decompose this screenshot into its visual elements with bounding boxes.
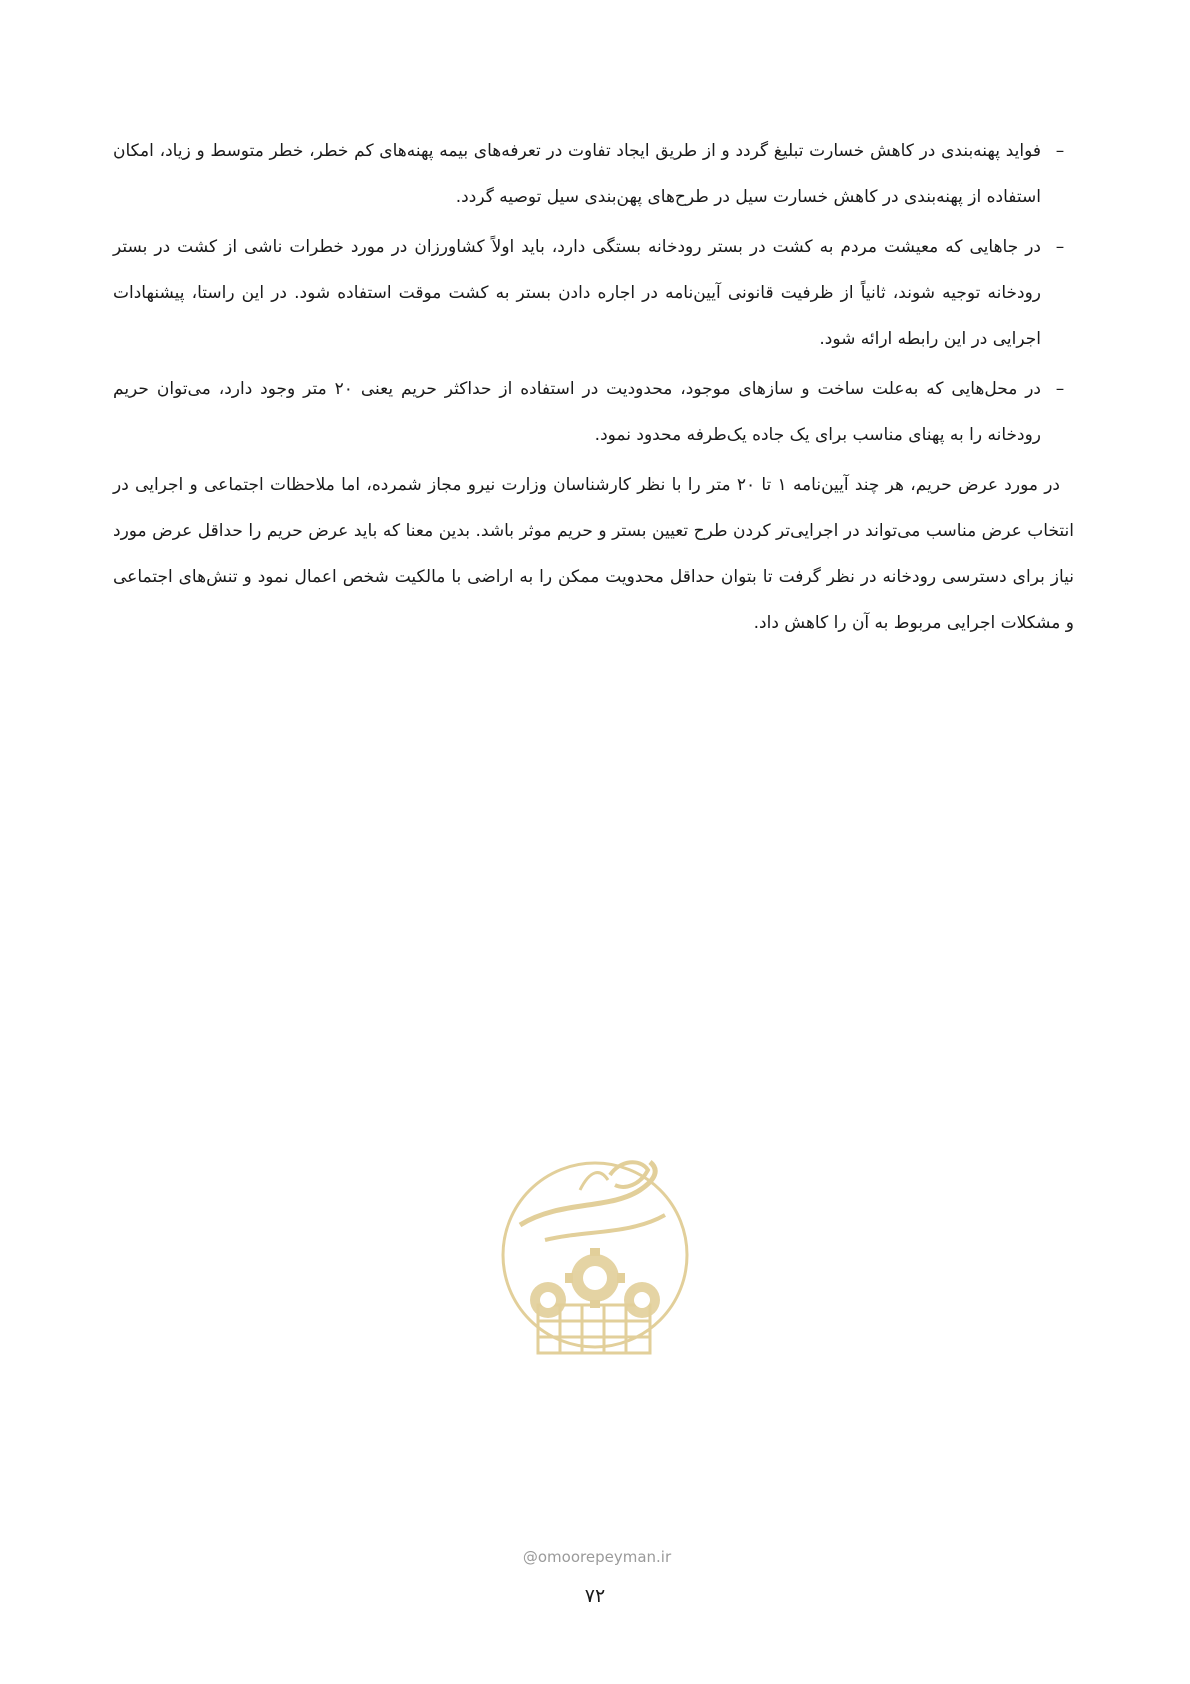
dash-icon: – xyxy=(1055,237,1065,257)
bullet-text: در جاهایی که معیشت مردم به کشت در بستر رودخانه بستگی دارد، باید اولاً کشاورزان در مورد خطرات ناشی از کشت در بستر رودخانه توجیه شوند، ثانیاً از ظرفیت قانونی آیین‌نامه در اجاره دادن بستر به کشت موقت استفاده شود. در این راستا، پیشنهادات اجرایی در این رابطه ارائه شود. xyxy=(113,237,1041,349)
watermark-logo xyxy=(490,1130,700,1390)
dash-icon: – xyxy=(1055,141,1065,161)
dash-icon: – xyxy=(1055,379,1065,399)
page-number: ۷۲ xyxy=(584,1585,606,1607)
bullet-item-2 xyxy=(113,224,1079,362)
bullet-text: فواید پهنه‌بندی در کاهش خسارت تبلیغ گردد و از طریق ایجاد تفاوت در تعرفه‌های بیمه پهنه‌های کم خطر، خطر متوسط و زیاد، امکان استفاده از پهنه‌بندی در کاهش خسارت سیل در طرح‌های پهن‌بندی سیل توصیه گردد. xyxy=(113,141,1041,207)
bullet-item-1 xyxy=(113,128,1079,220)
watermark-caption: @omoorepeyman.ir xyxy=(522,1548,672,1566)
bullet-list xyxy=(113,128,1079,458)
body-paragraph: در مورد عرض حریم، هر چند آیین‌نامه ۱ تا ۲۰ متر را با نظر کارشناسان وزارت نیرو مجاز شمرده، اما ملاحظات اجتماعی و اجرایی در انتخاب عرض مناسب می‌تواند در اجرایی‌تر کردن طرح تعیین بستر و حریم موثر باشد. بدین معنا که باید عرض حریم را حداقل عرض مورد نیاز برای دسترسی رودخانه در نظر گرفت تا بتوان حداقل محدویت ممکن را به اراضی با مالکیت شخص اعمال نمود و تنش‌های اجتماعی و مشکلات اجرایی مربوط به آن را کاهش داد. xyxy=(113,475,1074,633)
bullet-text: در محل‌هایی که به‌علت ساخت و سازهای موجود، محدودیت در استفاده از حداکثر حریم یعنی ۲۰ متر وجود دارد، می‌توان حریم رودخانه را به پهنای مناسب برای یک جاده یک‌طرفه محدود نمود. xyxy=(113,379,1041,445)
page-content xyxy=(113,128,1079,646)
bullet-item-3 xyxy=(113,366,1079,458)
